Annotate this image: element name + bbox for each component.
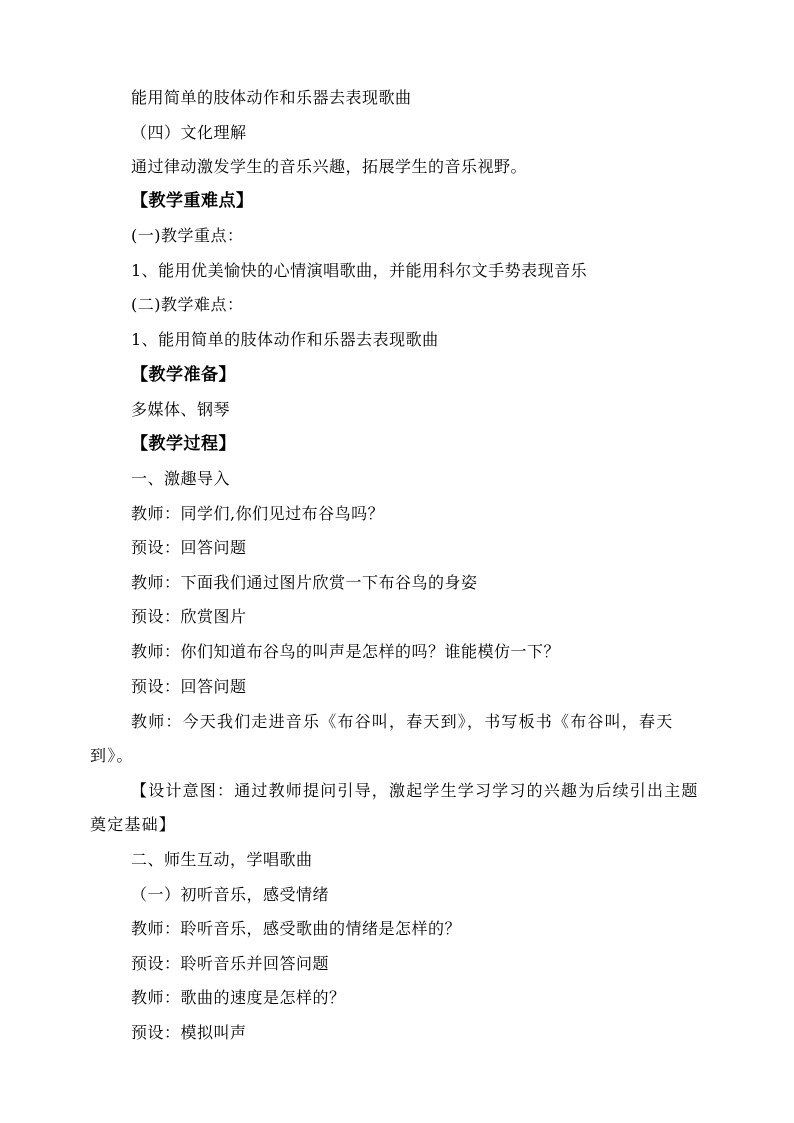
subheading-key-points: (一)教学重点： (131, 226, 244, 245)
section-heading-culture: （四）文化理解 (131, 123, 247, 142)
text-line-23: 教师：聆听音乐，感受歌曲的情绪是怎样的？ (131, 919, 462, 938)
text-line-17: 教师：你们知道布谷鸟的叫声是怎样的吗？谁能模仿一下？ (131, 642, 561, 661)
text-line-3: 通过律动激发学生的音乐兴趣，拓展学生的音乐视野。 (131, 157, 528, 176)
step-heading-intro: 一、激趣导入 (131, 469, 231, 488)
text-line-1: 能用简单的肢体动作和乐器去表现歌曲 (131, 88, 412, 107)
heading-preparation: 【教学准备】 (131, 365, 236, 385)
paragraph-teacher-intro: 教师：今天我们走进音乐《布谷叫，春天到》，书写板书《布谷叫，春天到》。 (90, 712, 674, 765)
subheading-difficulties: (二)教学难点： (131, 295, 244, 314)
text-line-13: 教师：同学们,你们见过布谷鸟吗？ (131, 504, 385, 523)
text-line-6: 1、能用优美愉快的心情演唱歌曲，并能用科尔文手势表现音乐 (131, 261, 588, 280)
text-line-10: 多媒体、钢琴 (131, 400, 231, 419)
paragraph-design-intent: 【设计意图：通过教师提问引导，激起学生学习学习的兴趣为后续引出主题奠定基础】 (90, 781, 699, 834)
text-line-26: 预设：模拟叫声 (131, 1023, 247, 1042)
subheading-first-listen: （一）初听音乐，感受情绪 (131, 885, 330, 904)
text-line-24: 预设：聆听音乐并回答问题 (131, 954, 330, 973)
heading-key-difficulties: 【教学重难点】 (131, 191, 254, 211)
text-line-14: 预设：回答问题 (131, 538, 247, 557)
heading-process: 【教学过程】 (131, 434, 236, 454)
text-line-18: 预设：回答问题 (131, 677, 247, 696)
text-line-25: 教师：歌曲的速度是怎样的？ (131, 988, 346, 1007)
text-line-16: 预设：欣赏图片 (131, 607, 247, 626)
step-heading-interaction: 二、师生互动，学唱歌曲 (131, 850, 313, 869)
text-line-8: 1、能用简单的肢体动作和乐器去表现歌曲 (131, 330, 439, 349)
text-line-15: 教师：下面我们通过图片欣赏一下布谷鸟的身姿 (131, 573, 478, 592)
